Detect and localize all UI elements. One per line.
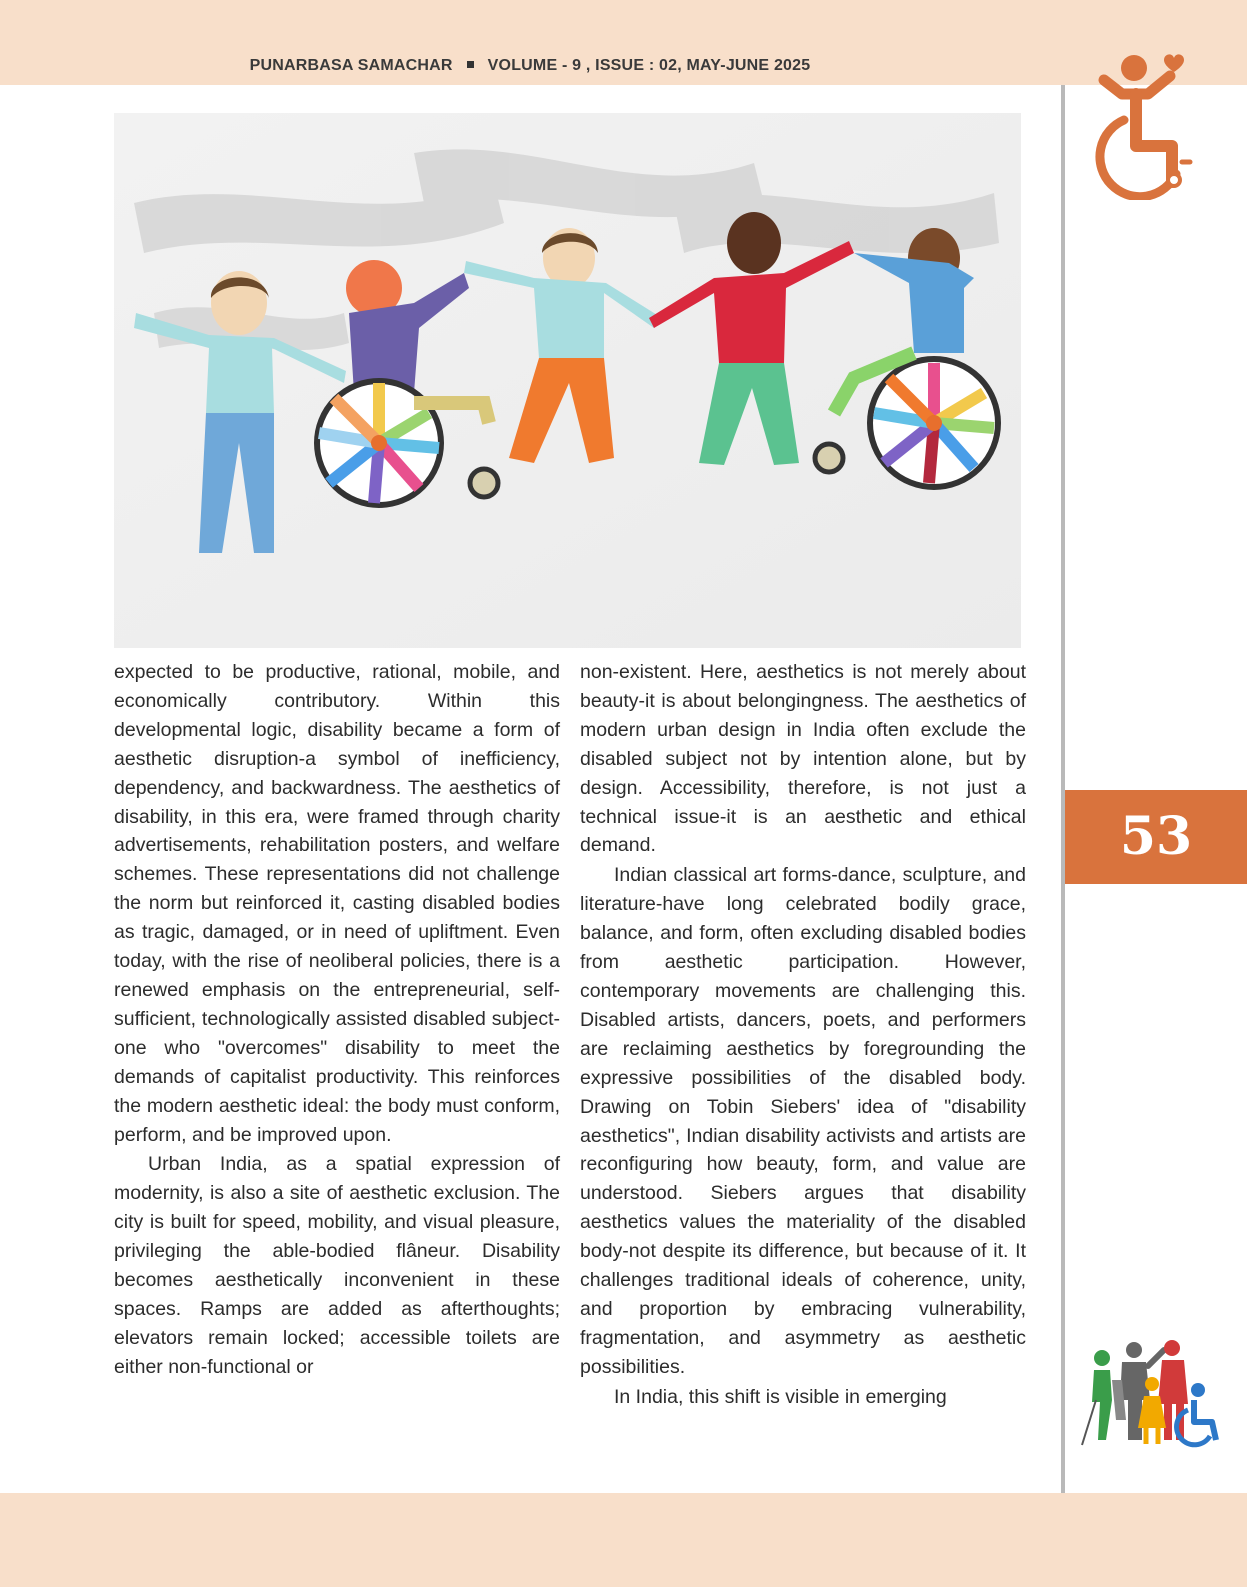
footer-band: [0, 1493, 1247, 1587]
paragraph: In India, this shift is visible in emerging: [614, 1385, 947, 1408]
article-column-right: [580, 658, 1026, 1412]
hero-illustration: [114, 113, 1021, 648]
separator-square-icon: [467, 61, 474, 68]
paragraph: expected to be productive, rational, mobile, and economically contributory. Within this developmental logic, disability became a form of aesthetic disruption-a symbol of inefficiency, dependency, and backwardness. The aesthetics of disability, in this era, were framed through charity advertisements, rehabilitation posters, and welfare schemes. These representations did not challenge the norm but reinforced it, casting disabled bodies as tragic, damaged, or in need of upliftment. Even today, with the rise of neoliberal policies, there is a renewed emphasis on the entrepreneurial, self-sufficient, technologically assisted disabled subject-one who "overcomes" disability to meet the demands of capitalist productivity. This reinforces the modern aesthetic ideal: the body must conform, perform, and be improved upon.: [114, 661, 560, 1146]
page-number: 53: [1065, 790, 1247, 884]
vertical-divider: [1061, 85, 1065, 1493]
paragraph: non-existent. Here, aesthetics is not merely about beauty-it is about belongingness. The aesthetics of modern urban design in India often exclude the disabled subject not by intention alone, but by design. Accessibility, therefore, is not just a technical issue-it is an aesthetic and ethical demand.: [580, 661, 1026, 857]
publication-name: PUNARBASA SAMACHAR: [249, 57, 453, 74]
issue-info: VOLUME - 9 , ISSUE : 02, MAY-JUNE 2025: [487, 57, 811, 74]
paragraph: Indian classical art forms-dance, sculpture, and literature-have long celebrated bodily grace, balance, and form, often excluding disabled bodies from aesthetic participation. However, contemporary movements are challenging this. Disabled artists, dancers, poets, and performers are reclaiming aesthetics by foregrounding the expressive possibilities of the disabled body. Drawing on Tobin Siebers' idea of "disability aesthetics", Indian disability activists and artists are reconfiguring how beauty, form, and value are understood. Siebers argues that disability aesthetics values the materiality of the disabled body-not despite its difference, but because of it. It challenges traditional ideals of coherence, unity, and proportion by embracing vulnerability, fragmentation, and asymmetry as aesthetic possibilities.: [580, 864, 1026, 1378]
running-header: [0, 57, 1060, 75]
paragraph: Urban India, as a spatial expression of modernity, is also a site of aesthetic exclusion. The city is built for speed, mobility, and visual pleasure, privileging the able-bodied flâneur. Disability becomes aesthetically inconvenient in these spaces. Ramps are added as afterthoughts; elevators remain locked; accessible toilets are either non-functional or: [114, 1153, 560, 1378]
diverse-people-disability-icon: [1072, 1340, 1222, 1448]
article-column-left: [114, 658, 560, 1382]
wheelchair-user-heart-icon: [1078, 50, 1218, 200]
